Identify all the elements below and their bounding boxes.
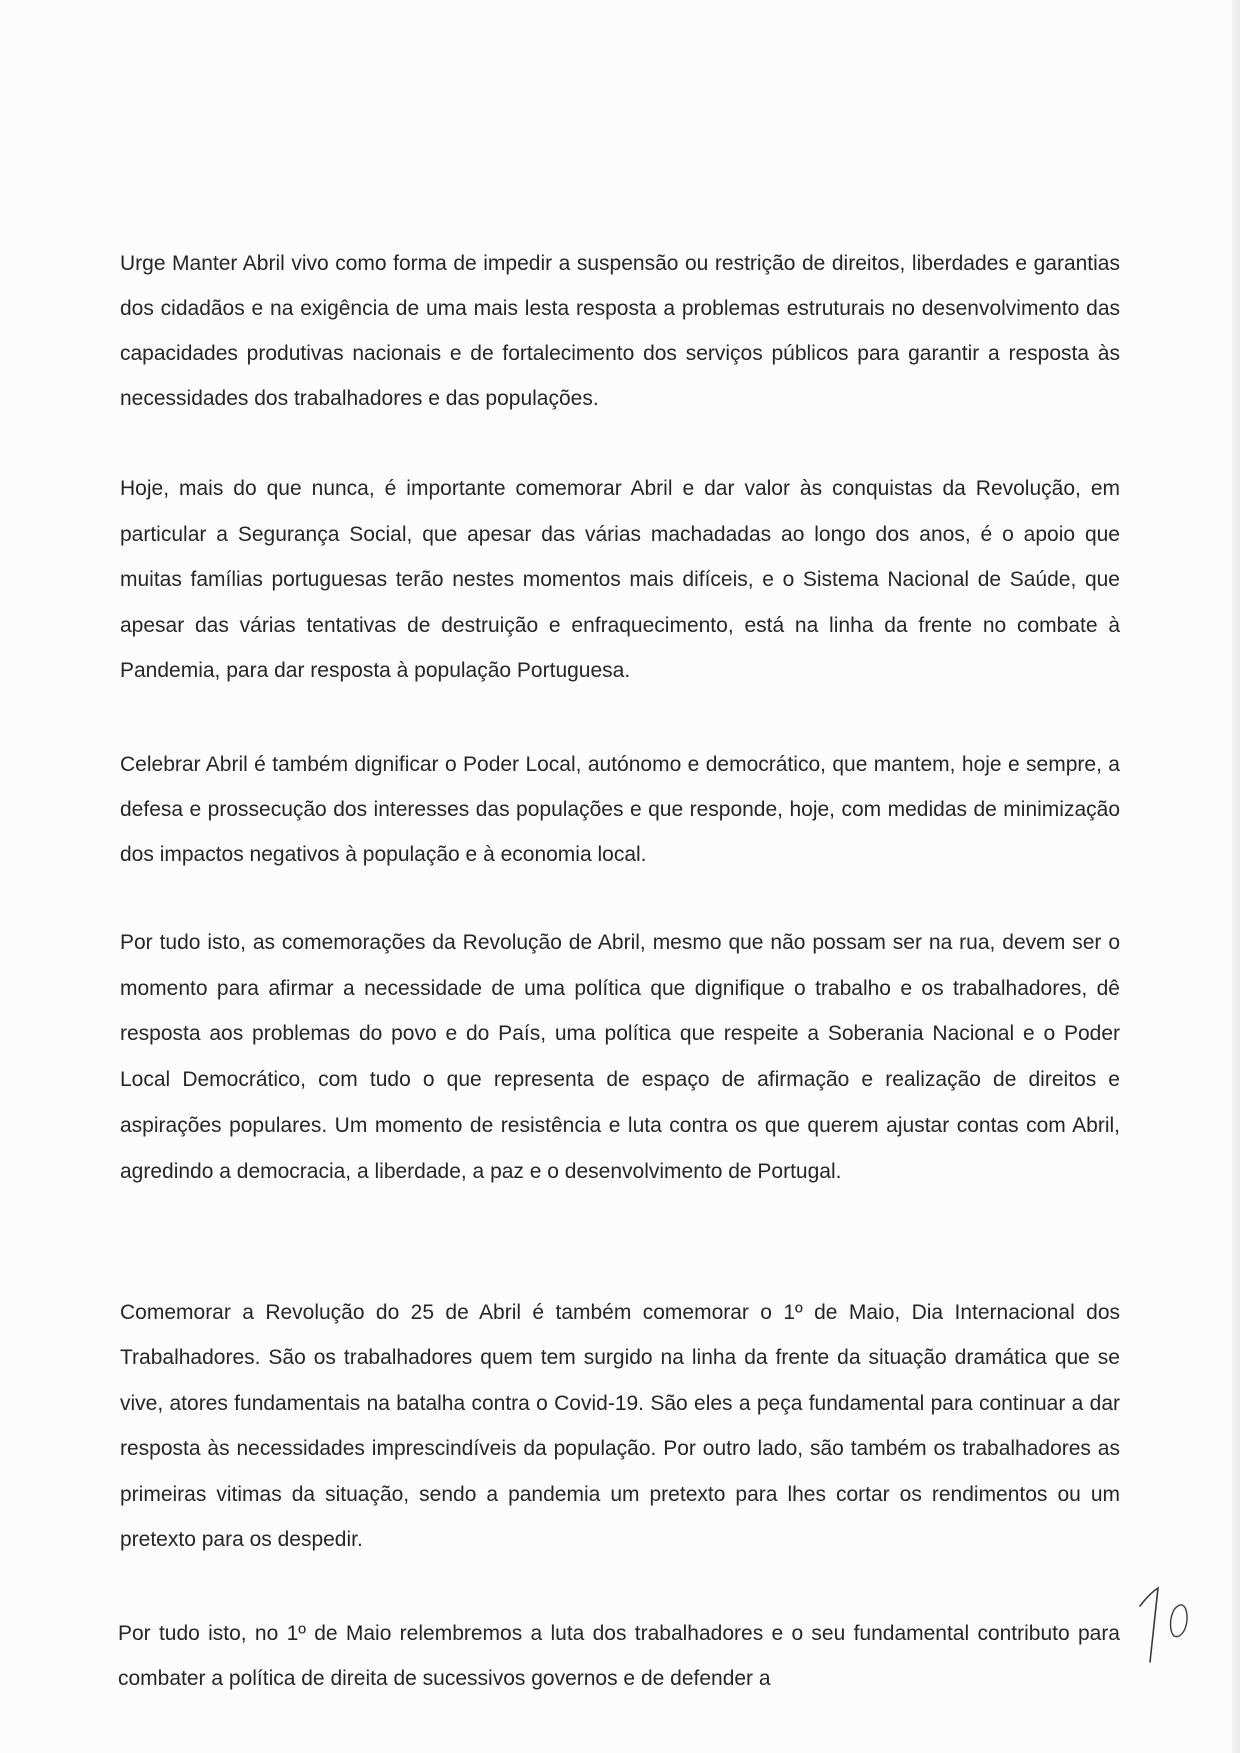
paragraph-1: Urge Manter Abril vivo como forma de impedir a suspensão ou restrição de direitos, liberdades e garantias dos cidadãos e na exigência de uma mais lesta resposta a problemas estruturais no desenvolvimento das capacidades produtivas nacionais e de fortalecimento dos serviços públicos para garantir a resposta às necessidades dos trabalhadores e das populações. [120,252,1120,410]
paragraph-2: Hoje, mais do que nunca, é importante comemorar Abril e dar valor às conquistas da Revolução, em particular a Segurança Social, que apesar das várias machadadas ao longo dos anos, é o apoio que muitas famílias portuguesas terão nestes momentos mais difíceis, e o Sistema Nacional de Saúde, que apesar das várias tentativas de destruição e enfraquecimento, está na linha da frente no combate à Pandemia, para dar resposta à população Portuguesa. [120,477,1120,682]
paragraph-5: Comemorar a Revolução do 25 de Abril é também comemorar o 1º de Maio, Dia Internacional dos Trabalhadores. São os trabalhadores quem tem surgido na linha da frente da situação dramática que se vive, atores fundamentais na batalha contra o Covid-19. São eles a peça fundamental para continuar a dar resposta às necessidades imprescindíveis da população. Por outro lado, são também os trabalhadores as primeiras vitimas da situação, sendo a pandemia um pretexto para lhes cortar os rendimentos ou um pretexto para os despedir. [120,1301,1120,1552]
handwritten-stroke-one [1140,1588,1158,1662]
handwritten-page-number [1132,1576,1202,1666]
paragraph-4: Por tudo isto, as comemorações da Revolução de Abril, mesmo que não possam ser na rua, devem ser o momento para afirmar a necessidade de uma política que dignifique o trabalho e os trabalhadores, dê resposta aos problemas do povo e do País, uma política que respeite a Soberania Nacional e o Poder Local Democrático, com tudo o que representa de espaço de afirmação e realização de direitos e aspirações populares. Um momento de resistência e luta contra os que querem ajustar contas com Abril, agredindo a democracia, a liberdade, a paz e o desenvolvimento de Portugal. [120,931,1120,1183]
scan-edge-shadow [1232,0,1240,1753]
paragraph-6: Por tudo isto, no 1º de Maio relembremos a luta dos trabalhadores e o seu fundamental contributo para combater a política de direita de sucessivos governos e de defender a [118,1622,1120,1690]
handwritten-stroke-zero [1171,1605,1188,1637]
paragraph-3: Celebrar Abril é também dignificar o Poder Local, autónomo e democrático, que mantem, hoje e sempre, a defesa e prossecução dos interesses das populações e que responde, hoje, com medidas de minimização dos impactos negativos à população e à economia local. [120,753,1120,866]
